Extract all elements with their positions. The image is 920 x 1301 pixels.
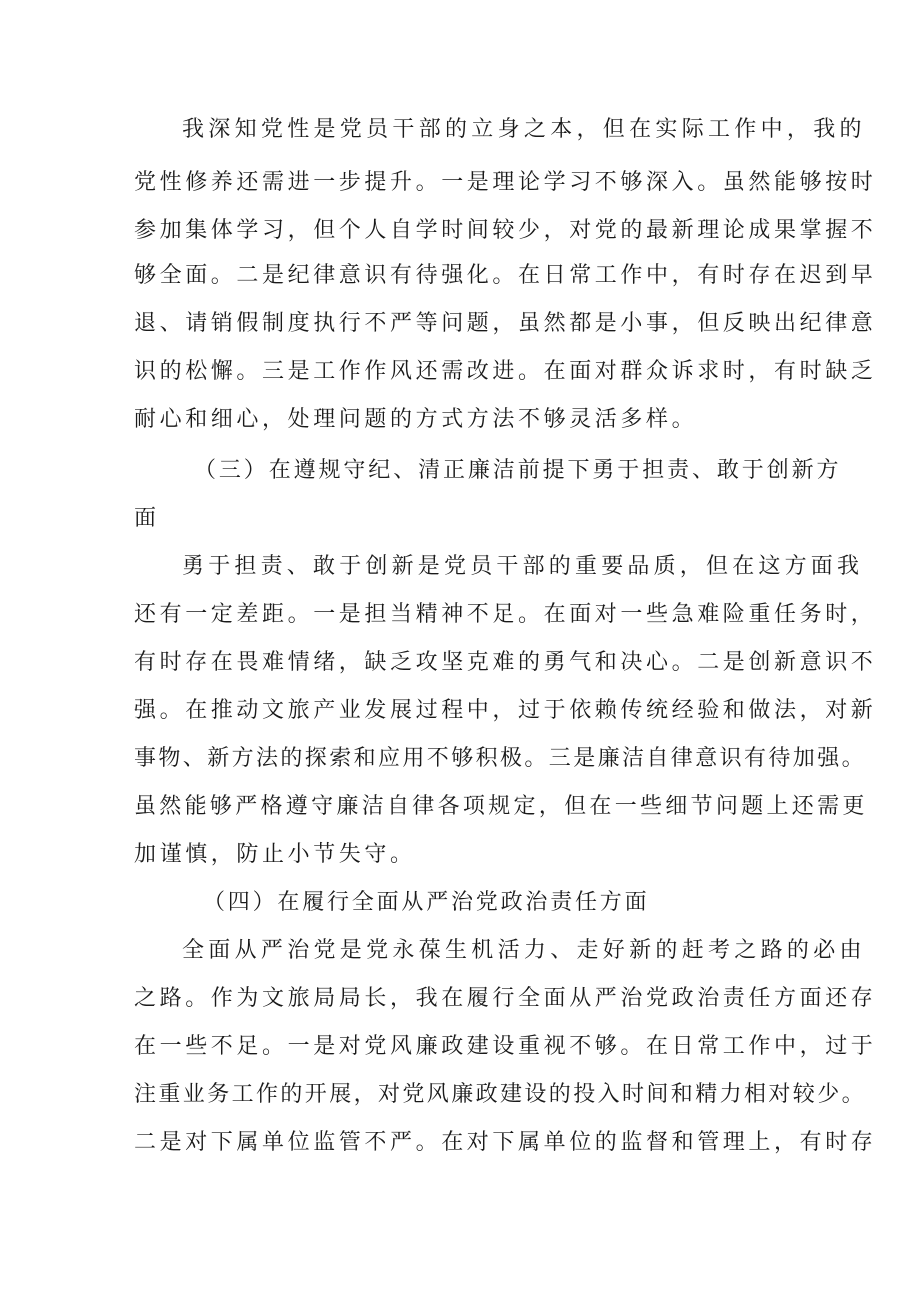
heading-line: （四）在履行全面从严治党政治责任方面	[203, 890, 650, 915]
text-line: 全面从严治党是党永葆生机活力、走好新的赶考之路的必由	[182, 938, 866, 963]
text-line: 注重业务工作的开展，对党风廉政建设的投入时间和精力相对较少。	[134, 1082, 867, 1107]
text-line: 够全面。二是纪律意识有待强化。在日常工作中，有时存在迟到早	[134, 263, 877, 288]
text-line: 勇于担责、敢于创新是党员干部的重要品质，但在这方面我	[182, 554, 864, 579]
text-line: 加谨慎，防止小节失守。	[134, 842, 416, 867]
text-line: 有时存在畏难情绪，缺乏攻坚克难的勇气和决心。二是创新意识不	[134, 650, 877, 675]
text-line: 还有一定差距。一是担当精神不足。在面对一些急难险重任务时，	[134, 602, 877, 627]
text-line: 强。在推动文旅产业发展过程中，过于依赖传统经验和做法，对新	[134, 698, 877, 723]
text-line: 之路。作为文旅局局长，我在履行全面从严治党政治责任方面还存	[134, 986, 877, 1011]
text-line: 我深知党性是党员干部的立身之本，但在实际工作中，我的	[182, 117, 866, 142]
text-line: 虽然能够严格遵守廉洁自律各项规定，但在一些细节问题上还需更	[134, 794, 868, 819]
text-line: 二是对下属单位监管不严。在对下属单位的监督和管理上，有时存	[134, 1130, 877, 1155]
heading-line: （三）在遵规守纪、清正廉洁前提下勇于担责、敢于创新方	[194, 458, 842, 483]
heading-line: 面	[134, 506, 157, 531]
text-line: 参加集体学习，但个人自学时间较少，对党的最新理论成果掌握不	[134, 218, 877, 243]
text-line: 党性修养还需进一步提升。一是理论学习不够深入。虽然能够按时	[134, 170, 877, 195]
text-line: 耐心和细心，处理问题的方式方法不够灵活多样。	[134, 407, 698, 432]
text-line: 识的松懈。三是工作作风还需改进。在面对群众诉求时，有时缺乏	[134, 359, 877, 384]
text-line: 退、请销假制度执行不严等问题，虽然都是小事，但反映出纪律意	[134, 311, 877, 336]
text-line: 事物、新方法的探索和应用不够积极。三是廉洁自律意识有待加强。	[134, 746, 867, 771]
text-line: 在一些不足。一是对党风廉政建设重视不够。在日常工作中，过于	[134, 1034, 877, 1059]
